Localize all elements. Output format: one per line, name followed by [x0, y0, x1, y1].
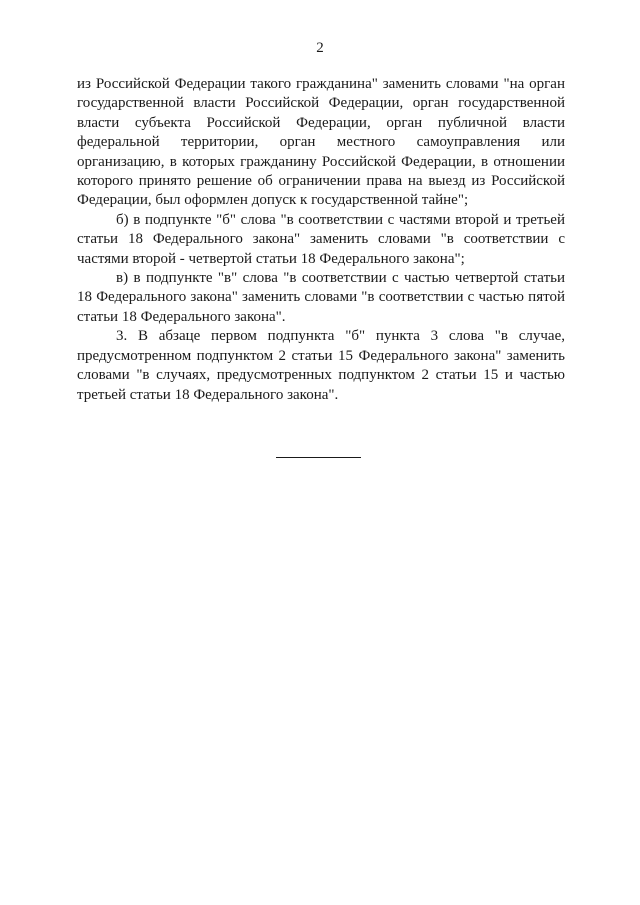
- end-separator-line: [276, 457, 361, 458]
- document-body: [77, 75, 565, 405]
- paragraph-item-3: 3. В абзаце первом подпункта "б" пункта 3 слова "в случае, предусмотренном подпунктом 2 статьи 15 Федерального закона" заменить словами "в случаях, предусмотренных подпунктом 2 статьи 15 и частью третьей статьи 18 Федерального закона".: [77, 328, 565, 403]
- page-number: 2: [316, 40, 324, 56]
- paragraph-subitem-b: б) в подпункте "б" слова "в соответствии с частями второй и третьей статьи 18 Федерального закона" заменить словами "в соответствии с частями второй - четвертой статьи 18 Федерального закона";: [77, 211, 565, 267]
- paragraph-subitem-v: в) в подпункте "в" слова "в соответствии с частью четвертой статьи 18 Федерального закона" заменить словами "в соответствии с частью пятой статьи 18 Федерального закона".: [77, 270, 565, 325]
- paragraph-continuation: из Российской Федерации такого гражданина" заменить словами "на орган государственной власти Российской Федерации, орган государственной власти субъекта Российской Федерации, орган публичной власти федеральной территории, орган местного самоуправления или организацию, в которых гражданину Российской Федерации, в отношении которого принято решение об ограничении права на выезд из Российской Федерации, был оформлен допуск к государственной тайне";: [77, 76, 565, 209]
